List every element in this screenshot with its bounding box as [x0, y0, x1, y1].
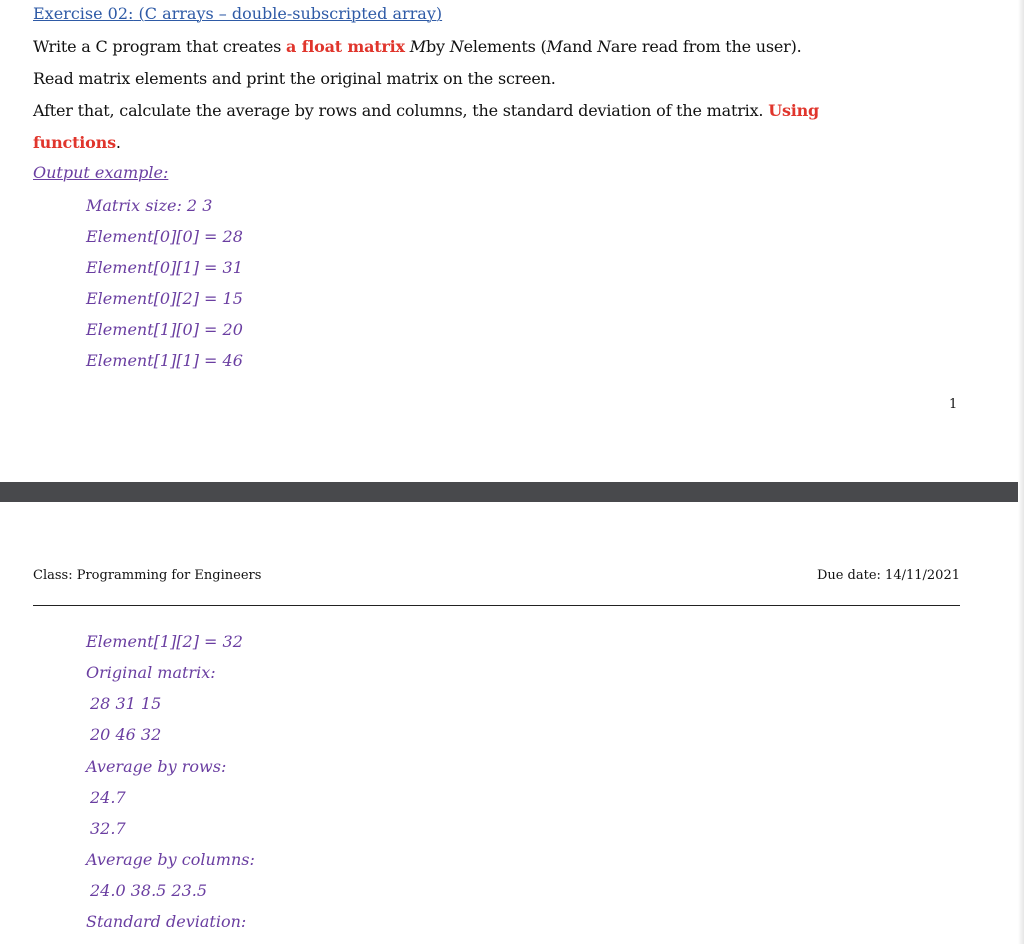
- instruction-line-4: [33, 127, 963, 159]
- text-run: by: [425, 37, 450, 56]
- header-rule: [33, 605, 960, 606]
- instruction-line-2: Read matrix elements and print the original matrix on the screen.: [33, 69, 556, 88]
- output-line: Element[1][1] = 46: [86, 351, 243, 370]
- highlight-float-matrix: a float matrix: [286, 37, 405, 56]
- var-m: M: [409, 37, 426, 56]
- text-run: elements (: [463, 37, 547, 56]
- exercise-heading: [33, 4, 442, 23]
- output-line: Element[0][1] = 31: [86, 258, 243, 277]
- output-line: Element[0][2] = 15: [86, 289, 243, 308]
- text-run: and: [562, 37, 598, 56]
- document-page-2: [0, 502, 1024, 944]
- output-line: Matrix size: 2 3: [86, 196, 213, 215]
- highlight-using: Using: [768, 101, 820, 120]
- text-run: are read from the user).: [610, 37, 802, 56]
- viewer-edge: [1018, 0, 1024, 944]
- exercise-title: Exercise 02:: [33, 4, 134, 23]
- var-m: M: [546, 37, 563, 56]
- text-run: .: [115, 133, 121, 152]
- output-line: 24.7: [90, 788, 126, 807]
- output-line: 28 31 15: [90, 694, 162, 713]
- output-example-label: Output example:: [33, 163, 169, 182]
- output-line: 32.7: [90, 819, 126, 838]
- text-run: After that, calculate the average by rows and columns, the standard deviation of the matrix.: [33, 101, 769, 120]
- page-separator: [0, 482, 1024, 502]
- var-n: N: [597, 37, 611, 56]
- output-line: Element[0][0] = 28: [86, 227, 243, 246]
- class-header: Class: Programming for Engineers: [33, 568, 262, 583]
- highlight-functions: functions: [33, 133, 116, 152]
- output-line: Average by columns:: [86, 850, 255, 869]
- output-line: Average by rows:: [86, 757, 227, 776]
- instruction-line-3: [33, 95, 963, 127]
- instruction-line-1: [33, 31, 963, 63]
- exercise-subtitle: (C arrays – double-subscripted array): [133, 4, 443, 23]
- due-date-header: Due date: 14/11/2021: [816, 568, 960, 583]
- text-run: Write a C program that creates: [33, 37, 287, 56]
- page-number: 1: [949, 397, 958, 412]
- output-line: Element[1][2] = 32: [86, 632, 243, 651]
- var-n: N: [449, 37, 464, 56]
- output-line: Original matrix:: [86, 663, 216, 682]
- output-line: Element[1][0] = 20: [86, 320, 243, 339]
- output-line: Standard deviation:: [86, 912, 247, 931]
- output-line: 20 46 32: [90, 725, 162, 744]
- output-line: 24.0 38.5 23.5: [90, 881, 208, 900]
